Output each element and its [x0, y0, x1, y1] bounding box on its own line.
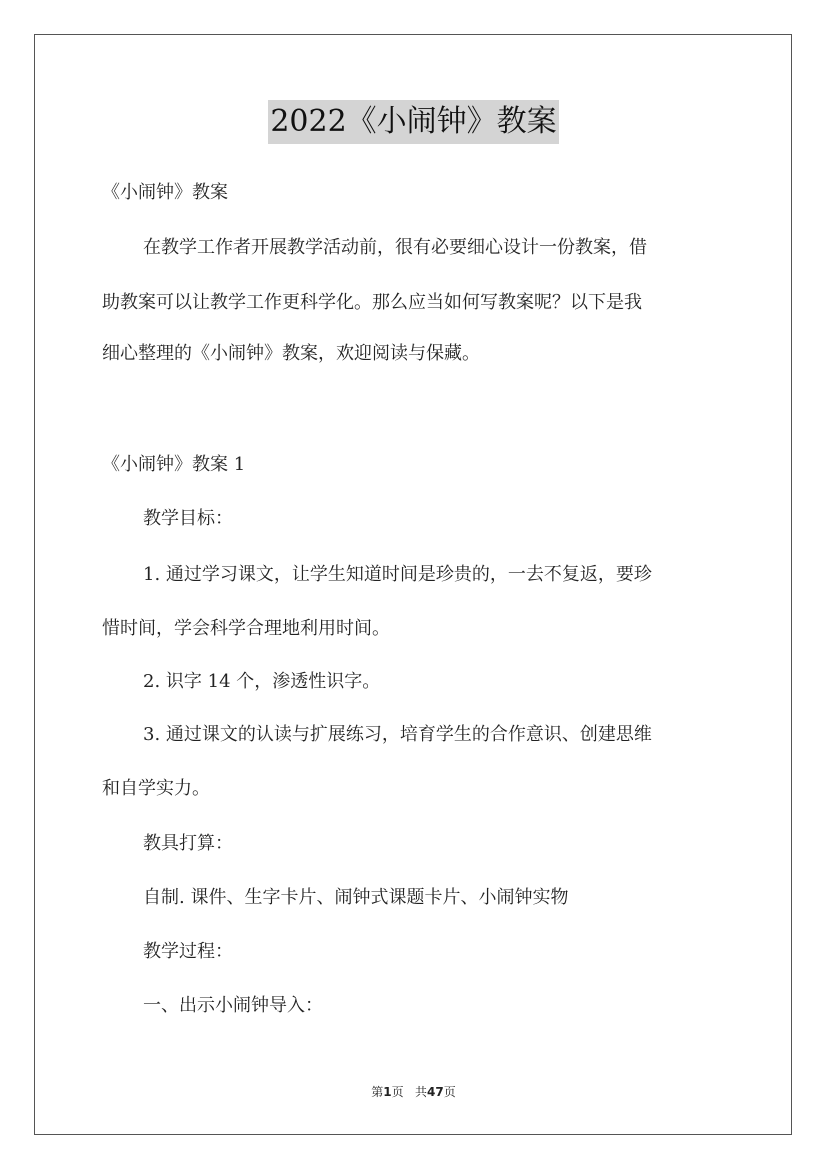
footer-total-pages: 47 — [427, 1085, 444, 1099]
goal-line-1: 1. 通过学习课文，让学生知道时间是珍贵的，一去不复返，要珍 — [143, 564, 652, 585]
intro-line-2: 助教案可以让教学工作更科学化。那么应当如何写教案呢？以下是我 — [102, 292, 642, 313]
tools-heading: 教具打算： — [143, 833, 233, 854]
page-footer — [0, 1084, 827, 1100]
goal-line-4: 3. 通过课文的认读与扩展练习，培育学生的合作意识、创建思维 — [143, 724, 652, 745]
footer-suffix: 页 — [443, 1085, 456, 1099]
process-heading: 教学过程： — [143, 941, 233, 962]
title-container — [0, 100, 827, 144]
section-heading: 《小闹钟》教案 1 — [102, 454, 246, 475]
goal-line-5: 和自学实力。 — [102, 778, 210, 799]
footer-mid: 页 共 — [391, 1085, 428, 1099]
tools-line: 自制. 课件、生字卡片、闹钟式课题卡片、小闹钟实物 — [143, 887, 569, 908]
intro-line-3: 细心整理的《小闹钟》教案，欢迎阅读与保藏。 — [102, 343, 480, 364]
footer-prefix: 第 — [371, 1085, 384, 1099]
footer-page-number: 1 — [383, 1085, 392, 1099]
intro-line-1: 在教学工作者开展教学活动前，很有必要细心设计一份教案，借 — [143, 237, 647, 258]
document-title: 2022《小闹钟》教案 — [268, 100, 558, 144]
goals-heading: 教学目标： — [143, 508, 233, 529]
subtitle: 《小闹钟》教案 — [102, 182, 228, 203]
goal-line-2: 惜时间，学会科学合理地利用时间。 — [102, 618, 390, 639]
goal-line-3: 2. 识字 14 个，渗透性识字。 — [143, 671, 381, 692]
process-step-1: 一、出示小闹钟导入： — [143, 995, 323, 1016]
